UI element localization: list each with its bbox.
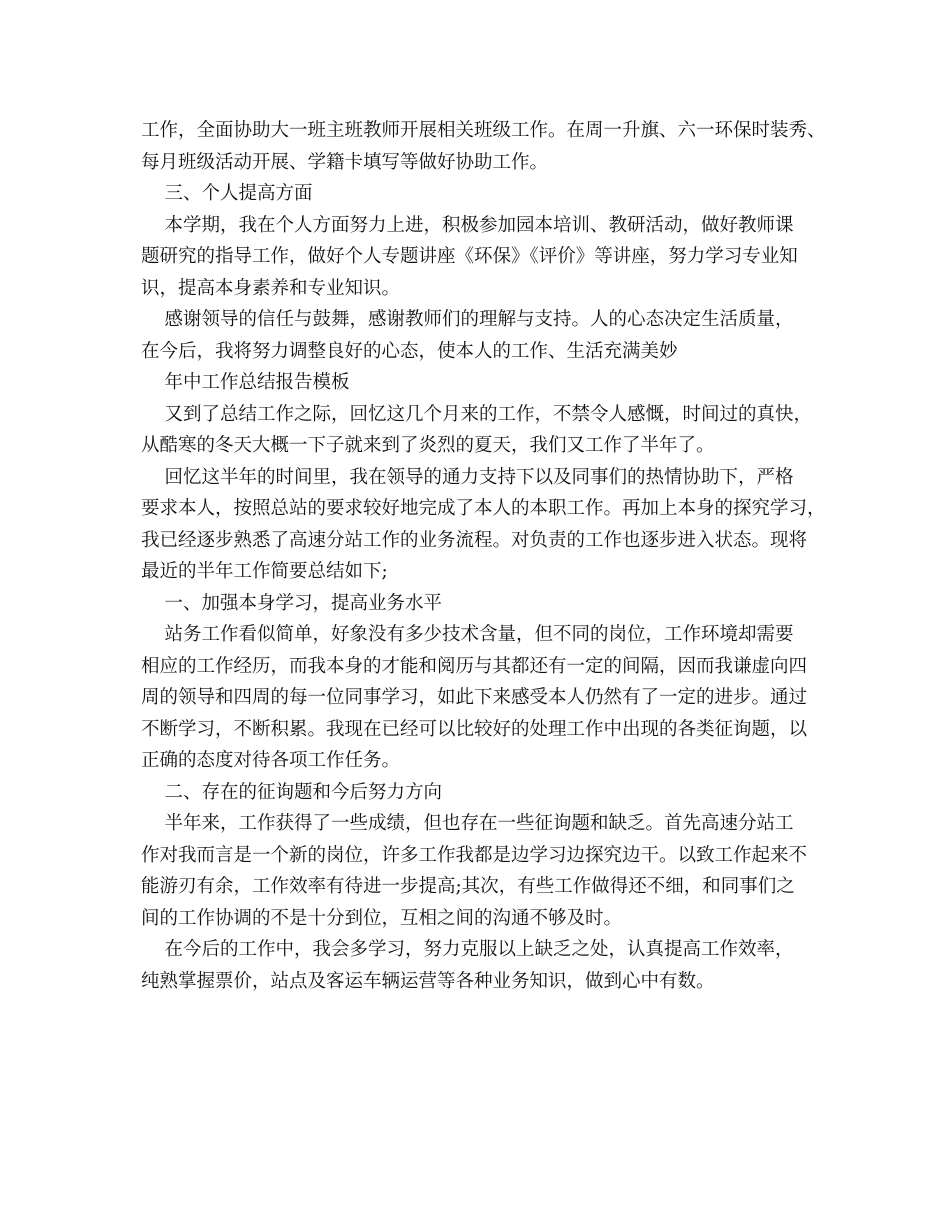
paragraph-study: 站务工作看似简单，好象没有多少技术含量，但不同的岗位，工作环境却需要 相应的工作经历，而我本身的才能和阅历与其都还有一定的间隔，因而我谦虚向四 周的领导和四周的每一位同事学习，如此下来感受本人仍然有了一定的进步。通过 不断学习，不断积累。我现在已经可以比较好的处理工作中出现的各类征询题，以 正确的态度对待各项工作任务。 <box>141 624 808 771</box>
document-body <box>141 115 841 997</box>
section-heading-study: 一、加强本身学习，提高业务水平 <box>141 592 443 614</box>
paragraph-future: 在今后的工作中，我会多学习，努力克服以上缺乏之处，认真提高工作效率， 纯熟掌握票价，站点及客运车辆运营等各种业务知识，做到心中有数。 <box>141 939 794 992</box>
paragraph-thanks: 感谢领导的信任与鼓舞，感谢教师们的理解与支持。人的心态决定生活质量， 在今后，我将努力调整良好的心态，使本人的工作、生活充满美妙 <box>141 309 794 362</box>
paragraph-review: 回忆这半年的时间里，我在领导的通力支持下以及同事们的热情协助下，严格 要求本人，按照总站的要求较好地完成了本人的本职工作。再加上本身的探究学习， 我已经逐步熟悉了高速分站工作的业务流程。对负责的工作也逐步进入状态。现将 最近的半年工作简要总结如下; <box>141 466 826 582</box>
report-title: 年中工作总结报告模板 <box>141 372 350 393</box>
section-heading-personal-improvement: 三、个人提高方面 <box>141 183 313 204</box>
paragraph-personal-improvement: 本学期，我在个人方面努力上进，积极参加园本培训、教研活动，做好教师课 题研究的指导工作，做好个人专题讲座《环保》《评价》等讲座，努力学习专业知 识，提高本身素养和专业知识。 <box>141 214 798 299</box>
section-heading-problems: 二、存在的征询题和今后努力方向 <box>141 781 443 803</box>
paragraph-intro: 又到了总结工作之际，回忆这几个月来的工作，不禁令人感慨，时间过的真快， 从酷寒的冬天大概一下子就来到了炎烈的夏天，我们又工作了半年了。 <box>141 403 813 456</box>
paragraph-problems: 半年来，工作获得了一些成绩，但也存在一些征询题和缺乏。首先高速分站工 作对我而言是一个新的岗位，许多工作我都是边学习边探究边干。以致工作起来不 能游刃有余，工作效率有待进一步提高;其次，有些工作做得还不细，和同事们之 间的工作协调的不是十分到位，互相之间的沟通不够及时。 <box>141 813 808 929</box>
paragraph-continuation: 工作，全面协助大一班主班教师开展相关班级工作。在周一升旗、六一环保时装秀、 每月班级活动开展、学籍卡填写等做好协助工作。 <box>141 120 826 173</box>
